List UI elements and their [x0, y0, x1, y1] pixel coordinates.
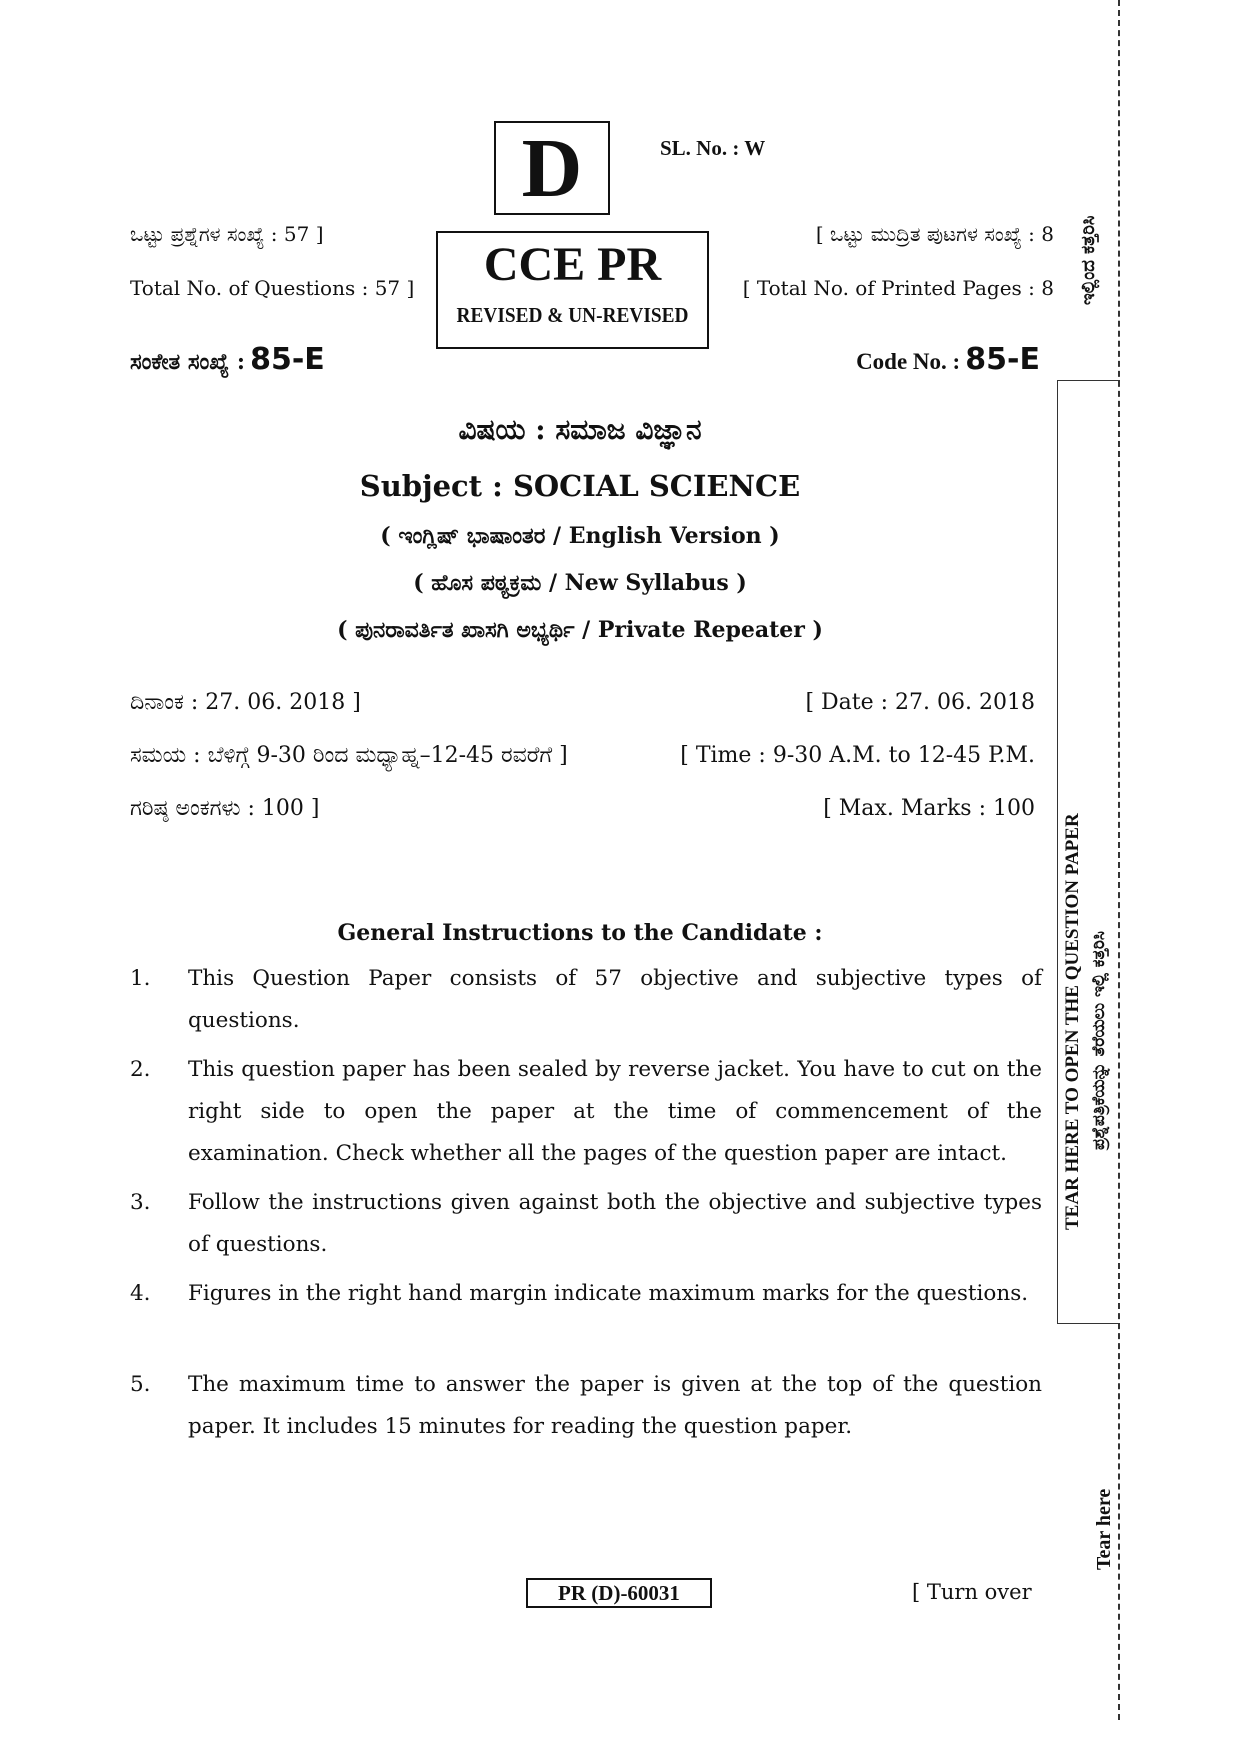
marks-kn: ಗರಿಷ್ಠ ಅಂಕಗಳು : 100 ] [130, 796, 320, 821]
instruction-text: Figures in the right hand margin indicate maximum marks for the questions. [188, 1281, 1029, 1306]
instruction-item [130, 1273, 1042, 1315]
instruction-item [130, 1049, 1042, 1175]
paper-code-box: PR (D)-60031 [526, 1578, 712, 1608]
code-value-kn: 85-E [250, 342, 325, 377]
instruction-text: Follow the instructions given against both the objective and subjective types of questions. [188, 1190, 1042, 1257]
tear-box-kn: ಪ್ರಶ್ನೆಪತ್ರಿಕೆಯನ್ನು ತೆರೆಯಲು ಇಲ್ಲಿ ಕತ್ತರಿಸಿ [1089, 931, 1109, 1150]
time-en: [ Time : 9-30 A.M. to 12-45 P.M. [680, 743, 1035, 768]
cce-subtitle: REVISED & UN-REVISED [456, 303, 689, 327]
marks-en: [ Max. Marks : 100 [823, 796, 1035, 821]
code-kn [130, 342, 325, 377]
instruction-text: This Question Paper consists of 57 objective and subjective types of questions. [188, 966, 1042, 1033]
instruction-number: 4. [130, 1281, 151, 1306]
instruction-number: 2. [130, 1057, 151, 1082]
date-kn: ದಿನಾಂಕ : 27. 06. 2018 ] [130, 690, 361, 715]
instruction-item [130, 958, 1042, 1042]
instruction-item [130, 1182, 1042, 1266]
code-en [760, 342, 1040, 377]
tear-top-kn: ಇಲ್ಲಿಂದ ಕತ್ತರಿಸಿ [1078, 215, 1099, 305]
date-en: [ Date : 27. 06. 2018 [805, 690, 1035, 715]
subject-kn: ವಿಷಯ : ಸಮಾಜ ವಿಜ್ಞಾನ [458, 413, 702, 446]
instruction-number: 1. [130, 966, 151, 991]
total-questions-en: Total No. of Questions : 57 ] [130, 276, 415, 300]
instruction-number: 3. [130, 1190, 151, 1215]
code-label-en: Code No. : [856, 349, 961, 374]
cce-box [436, 231, 709, 349]
total-pages-kn: [ ಒಟ್ಟು ಮುದ್ರಿತ ಪುಟಗಳ ಸಂಖ್ಯೆ : 8 [815, 222, 1054, 246]
total-pages-en: [ Total No. of Printed Pages : 8 [742, 276, 1054, 300]
series-letter: D [521, 121, 583, 215]
series-letter-box [494, 121, 610, 215]
instructions-title: General Instructions to the Candidate : [337, 920, 823, 946]
syllabus-line: ( ಹೊಸ ಪಠ್ಯಕ್ರಮ / New Syllabus ) [413, 570, 747, 596]
instruction-item [130, 1364, 1042, 1448]
serial-number: SL. No. : W [660, 136, 766, 160]
code-value-en: 85-E [965, 342, 1040, 377]
instruction-text: The maximum time to answer the paper is given at the top of the question paper. It includes 15 minutes for reading the question paper. [188, 1372, 1042, 1439]
total-questions-kn: ಒಟ್ಟು ಪ್ರಶ್ನೆಗಳ ಸಂಖ್ಯೆ : 57 ] [130, 222, 324, 246]
code-label-kn: ಸಂಕೇತ ಸಂಖ್ಯೆ : [130, 349, 246, 375]
version-line: ( ಇಂಗ್ಲಿಷ್ ಭಾಷಾಂತರ / English Version ) [380, 523, 780, 549]
tear-box-en: TEAR HERE TO OPEN THE QUESTION PAPER [1062, 813, 1083, 1230]
time-kn: ಸಮಯ : ಬೆಳಿಗ್ಗೆ 9-30 ರಿಂದ ಮಧ್ಯಾಹ್ನ–12-45 ರವರೆಗೆ ] [130, 743, 568, 768]
instruction-number: 5. [130, 1372, 151, 1397]
tear-here-label: Tear here [1093, 1488, 1115, 1570]
turn-over: [ Turn over [912, 1580, 1032, 1604]
subject-en: Subject : SOCIAL SCIENCE [359, 469, 801, 503]
instruction-text: This question paper has been sealed by reverse jacket. You have to cut on the right side to open the paper at the time of commencement of the examination. Check whether all the pages of the question paper are intact. [188, 1057, 1042, 1166]
cce-title: CCE PR [483, 238, 662, 291]
candidate-line: ( ಪುನರಾವರ್ತಿತ ಖಾಸಗಿ ಅಭ್ಯರ್ಥಿ / Private Repeater ) [337, 617, 823, 643]
